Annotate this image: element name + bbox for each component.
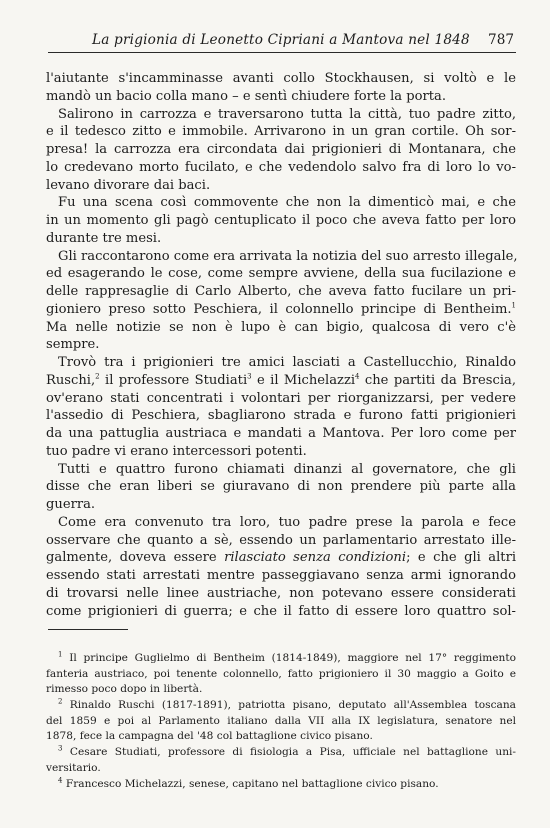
text-line: in un momento gli pagò centuplicato il poco che aveva fatto per loro: [46, 213, 516, 228]
text-line: Salirono in carrozza e traversarono tutta la città, tuo padre zitto,: [58, 106, 516, 122]
footnote-line: del 1859 e poi al Parlamento italiano dalla VII alla IX legislatura, senatore nel: [46, 714, 516, 727]
text-fragment: e il Michelazzi: [251, 372, 356, 388]
footnote-ref: 1: [511, 301, 516, 310]
text-line: delle rappresaglie di Carlo Alberto, che aveva fatto fucilare un pri-: [46, 284, 516, 299]
footnote-ref: 4: [355, 372, 360, 381]
footnote-mark: 4: [58, 775, 63, 784]
page-header: [48, 30, 516, 53]
text-line: durante tre mesi.: [46, 230, 162, 246]
text-line: da una pattuglia austriaca e mandati a Mantova. Per loro come per: [46, 426, 516, 441]
text-fragment: che partiti da Brescia,: [359, 372, 516, 388]
text-line: e il tedesco zitto e immobile. Arrivarono in un gran cortile. Oh sor-: [46, 124, 516, 140]
footnote-divider: [48, 629, 128, 630]
text-fragment: ; e che gli altri: [406, 550, 517, 566]
text-line: tuo padre vi erano intercessori potenti.: [46, 443, 307, 459]
text-line: lo credevano morto fucilato, e che vedendolo salvo fra di loro lo vo-: [46, 159, 516, 175]
text-fragment: Cesare Studiati, professore di fisiologia a Pisa, ufficiale nel battaglione uni-: [69, 746, 516, 759]
text-line: osservare che quanto a sè, essendo un parlamentario arrestato ille-: [46, 532, 516, 548]
body-text: [46, 70, 516, 620]
text-line: [46, 372, 516, 390]
footnote-line: [46, 698, 516, 714]
footnote-mark: 3: [58, 744, 63, 753]
text-line: presa! la carrozza era circondata dai prigionieri di Montanara, che: [46, 142, 516, 157]
footnote-line: [46, 745, 516, 761]
text-line: ov'erano stati concentrati i volontari per riorganizzarsi, per vedere: [46, 390, 516, 406]
text-line: Gli raccontarono come era arrivata la notizia del suo arresto illegale,: [58, 248, 518, 264]
footnote-line: versitario.: [46, 761, 101, 774]
text-line: Come era convenuto tra loro, tuo padre prese la parola e fece: [58, 514, 516, 530]
text-line: mandò un bacio colla mano – e sentì chiudere forte la porta.: [46, 88, 447, 104]
footnote-mark: 2: [58, 697, 63, 706]
text-line: l'aiutante s'incamminasse avanti collo Stockhausen, si voltò e le: [46, 71, 516, 86]
text-fragment: Il principe Guglielmo di Bentheim (1814-1849), maggiore nel 17° reggimento: [69, 652, 516, 664]
footnote-ref: 2: [95, 372, 100, 381]
text-line: disse che eran liberi se giuravano di non prendere più parte alla: [46, 479, 516, 495]
footnote-mark: 1: [58, 650, 63, 659]
text-line: [46, 549, 516, 567]
text-line: Fu una scena così commovente che non la dimenticò mai, e che: [58, 195, 516, 211]
text-fragment: galmente, doveva essere: [46, 550, 217, 566]
text-line: di trovarsi nelle linee austriache, non potevano essere considerati: [46, 585, 516, 601]
text-line: [46, 301, 516, 319]
footnote-line: fanteria austriaco, poi tenente colonnello, fatto prigioniero il 30 maggio a Goito e: [46, 667, 516, 680]
text-line: guerra.: [46, 497, 96, 512]
text-fragment: Francesco Michelazzi, senese, capitano nel battaglione civico pisano.: [65, 777, 439, 790]
text-line: essendo stati arrestati mentre passeggiavano senza armi ignorando: [46, 568, 516, 583]
text-line: l'assedio di Peschiera, sbagliarono strada e furono fatti prigionieri: [46, 408, 516, 424]
text-fragment: Rinaldo Ruschi (1817-1891), patriotta pisano, deputato all'Assemblea toscana: [69, 699, 517, 712]
footnote-line: 1878, fece la campagna del '48 col battaglione civico pisano.: [46, 730, 373, 743]
footnote-line: [46, 651, 516, 667]
footnote-line: [46, 777, 516, 793]
footnote-ref: 3: [247, 372, 252, 381]
text-fragment: Ruschi,: [46, 372, 96, 388]
footnotes: [46, 651, 516, 792]
italic-phrase: rilasciato senza condizioni: [224, 550, 407, 566]
text-fragment: il professore Studiati: [99, 372, 248, 388]
text-line: levano divorare dai baci.: [46, 177, 211, 193]
text-line: Tutti e quattro furono chiamati dinanzi al governatore, che gli: [58, 461, 516, 477]
running-title: La prigionia di Leonetto Cipriani a Mantova nel 1848: [92, 32, 470, 48]
text-line: come prigionieri di guerra; e che il fatto di essere loro quattro sol-: [46, 603, 516, 619]
footnote-line: rimesso poco dopo in libertà.: [46, 683, 203, 696]
text-line: Trovò tra i prigionieri tre amici lasciati a Castellucchio, Rinaldo: [58, 355, 516, 370]
page-number: 787: [488, 32, 514, 48]
text-fragment: gioniero preso sotto Peschiera, il colonnello principe di Bentheim.: [46, 301, 512, 317]
text-line: Ma nelle notizie se non è lupo è can bigio, qualcosa di vero c'è: [46, 319, 516, 335]
text-line: sempre.: [46, 337, 100, 353]
text-line: ed esagerando le cose, come sempre avviene, della sua fucilazione e: [46, 266, 516, 282]
